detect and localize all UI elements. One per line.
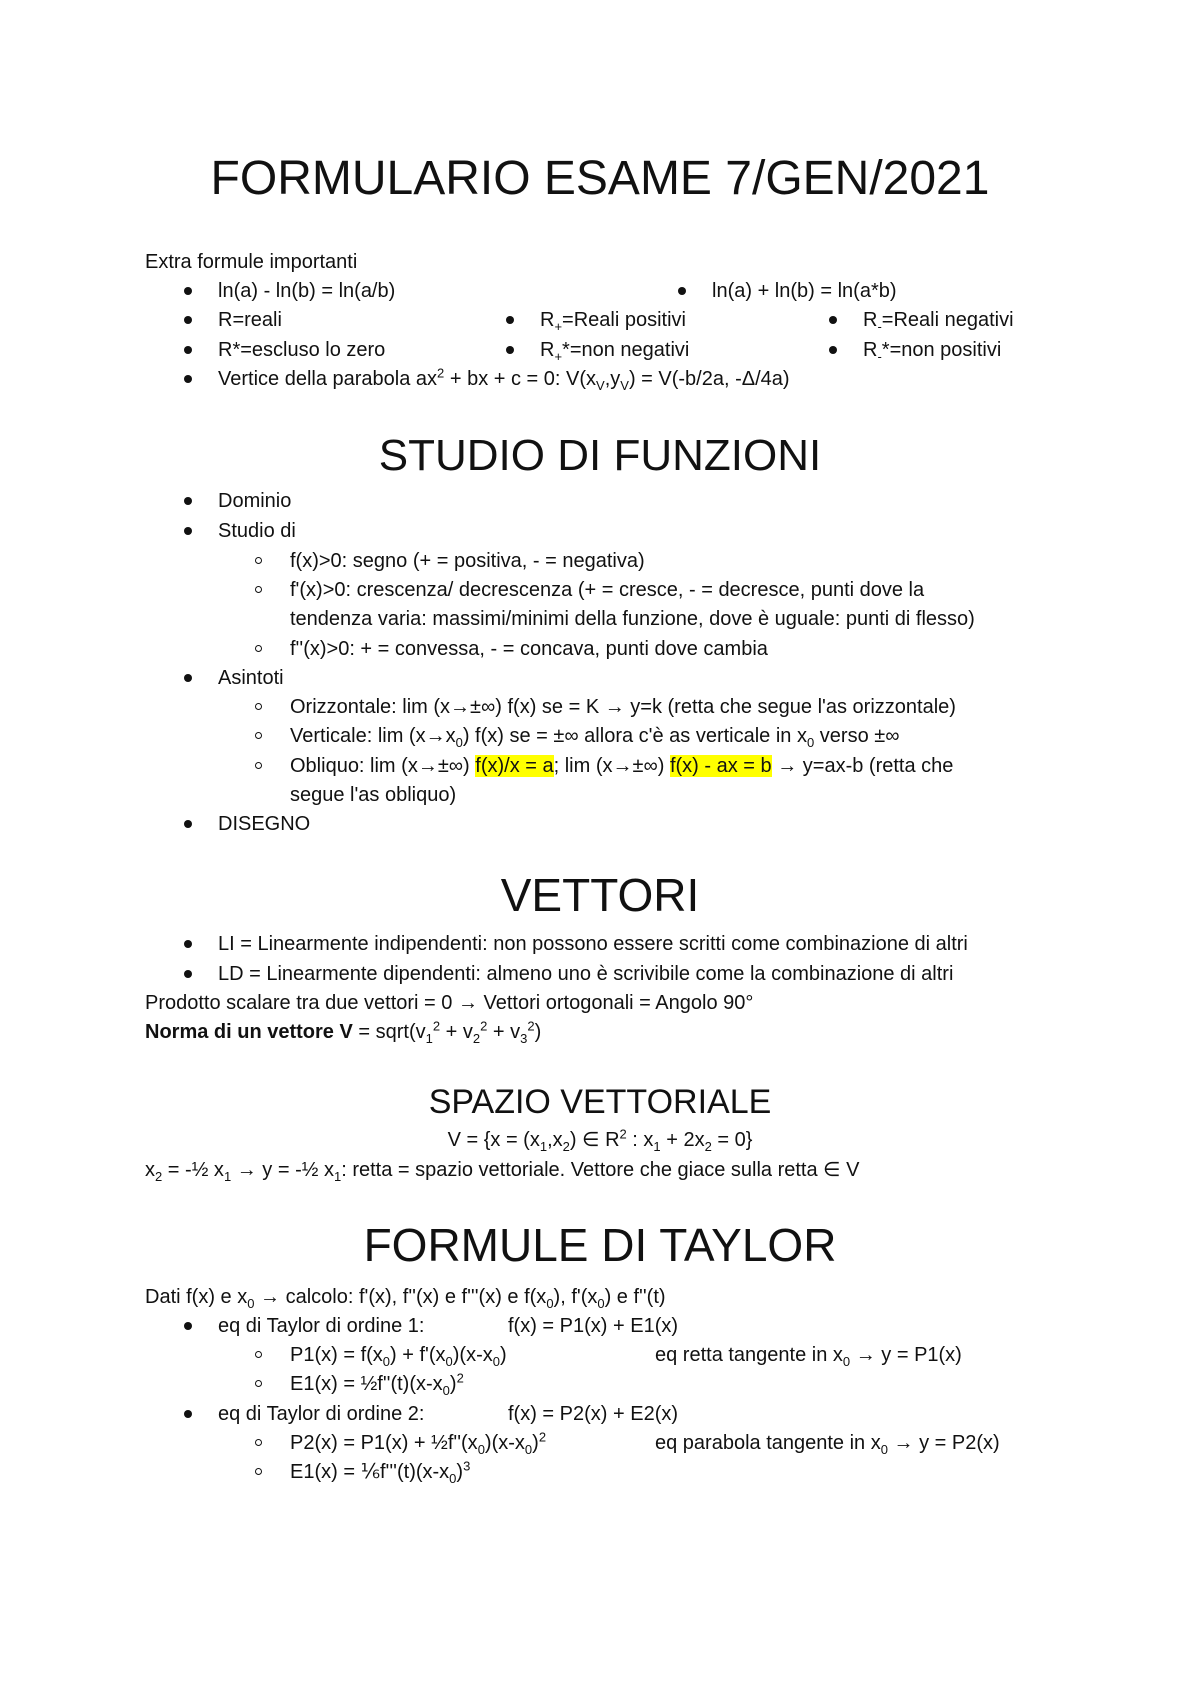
- ln-difference: ln(a) - ln(b) = ln(a/b): [218, 280, 396, 302]
- e2-formula: $E1(x) = \frac{1}{6}f'''(t)(x-x_0)^3$: [290, 1458, 471, 1486]
- p1-formula: $P1(x) = f(x_0) + f'(x_0)(x-x_0)$: [290, 1344, 507, 1369]
- r-star: R*=escluso lo zero: [218, 339, 386, 361]
- p2-formula: $P2(x) = P1(x) + \frac{1}{2}f''(x_0)(x-x_0)^2$: [290, 1429, 547, 1457]
- taylor-heading: FORMULE DI TAYLOR: [363, 1219, 837, 1271]
- r-minus-star: $R_-*=non$ positivi: [863, 339, 1002, 364]
- norma-vettore: Norma di un vettore $V = sqrt(v_1^2 + v_2^2 + v_3^2)$: [145, 1018, 542, 1046]
- r-minus: $R_-=Reali$ negativi: [863, 309, 1014, 334]
- spazio-retta: $x_2$ = -½ $x_1 \to y$ = -½ $x_1$: retta = spazio vettoriale. Vettore che giace sulla retta ∈ V: [145, 1159, 860, 1184]
- r-plus-star: $R_+*=non$ negativi: [540, 339, 690, 364]
- asintoto-verticale: Verticale: $\lim (x\to x_0)$ f(x) se = ±∞ allora c'è as verticale in $x_0$ verso ±∞: [290, 725, 900, 750]
- asintoto-obliquo: Obliquo: lim (x→±∞) f(x)/x = a; lim (x→±∞) f(x) - ax = b → y=ax-b (retta che: [290, 755, 954, 777]
- highlight: f(x)/x = a: [475, 755, 554, 777]
- spazio-definition: $V = \{x = (x_1,x_2)$ ∈ $R^2$ : $x_1 + 2x_2 = 0$}: [447, 1126, 753, 1154]
- sub-bullet-icon: [255, 762, 262, 769]
- r-plus: $R_+=Reali$ positivi: [540, 309, 686, 334]
- bullet-icon: [829, 346, 837, 354]
- sub-bullet-icon: [255, 1468, 262, 1475]
- studio-heading: STUDIO DI FUNZIONI: [378, 431, 822, 480]
- convessa: f''(x)>0: + = convessa, - = concava, punti dove cambia: [290, 638, 768, 660]
- r-reali: R=reali: [218, 309, 282, 331]
- sub-bullet-icon: [255, 703, 262, 710]
- crescenza-line-2: tendenza varia: massimi/minimi della funzione, dove è uguale: punti di flesso): [290, 608, 975, 630]
- bullet-icon: [184, 970, 192, 978]
- ld-definition: LD = Linearmente dipendenti: almeno uno è scrivibile come la combinazione di altri: [218, 963, 954, 985]
- extra-heading: Extra formule importanti: [145, 251, 358, 273]
- sub-bullet-icon: [255, 557, 262, 564]
- prodotto-scalare: Prodotto scalare tra due vettori = 0 → Vettori ortogonali = Angolo 90°: [145, 992, 754, 1014]
- bullet-icon: [506, 346, 514, 354]
- segno: f(x)>0: segno (+ = positiva, - = negativa): [290, 550, 645, 572]
- bullet-icon: [184, 527, 192, 535]
- bullet-icon: [184, 375, 192, 383]
- dominio: Dominio: [218, 490, 292, 512]
- sub-bullet-icon: [255, 1439, 262, 1446]
- studio-di: Studio di: [218, 520, 296, 542]
- ln-sum: ln(a) + ln(b) = ln(a*b): [712, 280, 897, 302]
- bullet-icon: [184, 497, 192, 505]
- taylor-order1-eq: f(x) = P1(x) + E1(x): [508, 1315, 679, 1337]
- asintoto-obliquo-cont: segue l'as obliquo): [290, 784, 457, 806]
- bullet-icon: [678, 287, 686, 295]
- e1-formula: $E1(x) = \frac{1}{2}f''(t)(x-x_0)^2$: [290, 1370, 464, 1398]
- highlight: f(x) - ax = b: [669, 755, 772, 777]
- bullet-icon: [184, 1410, 192, 1418]
- bullet-icon: [184, 940, 192, 948]
- bullet-icon: [506, 316, 514, 324]
- spazio-heading: SPAZIO VETTORIALE: [428, 1083, 772, 1121]
- bullet-icon: [184, 1322, 192, 1330]
- vettori-heading: VETTORI: [500, 869, 700, 921]
- taylor-dati: Dati f(x) e $x_0$ → calcolo: f'(x), f''(x) e f'''(x) e $f(x_0)$, $f'(x_0)$ e f''(t): [145, 1286, 666, 1311]
- taylor-order2-eq: f(x) = P2(x) + E2(x): [508, 1403, 679, 1425]
- sub-bullet-icon: [255, 732, 262, 739]
- disegno: DISEGNO: [218, 813, 311, 835]
- bullet-icon: [184, 346, 192, 354]
- bullet-icon: [184, 674, 192, 682]
- p1-tangent: eq retta tangente in $x_0 \to y = P1(x)$: [655, 1344, 962, 1369]
- bullet-icon: [184, 287, 192, 295]
- sub-bullet-icon: [255, 1351, 262, 1358]
- li-definition: LI = Linearmente indipendenti: non possono essere scritti come combinazione di altri: [218, 933, 968, 955]
- page-title: FORMULARIO ESAME 7/GEN/2021: [210, 152, 990, 205]
- crescenza-line-1: f'(x)>0: crescenza/ decrescenza (+ = cresce, - = decresce, punti dove la: [290, 579, 925, 601]
- taylor-order1-label: eq di Taylor di ordine 1:: [218, 1315, 425, 1337]
- p2-tangent: eq parabola tangente in $x_0 \to y = P2(x)$: [655, 1432, 1000, 1457]
- sub-bullet-icon: [255, 645, 262, 652]
- sub-bullet-icon: [255, 1380, 262, 1387]
- sub-bullet-icon: [255, 586, 262, 593]
- bullet-icon: [184, 316, 192, 324]
- parabola-vertex: Vertice della parabola $ax^2$ + bx + c = 0: $V(x_V,y_V) = V(-b/2a$, -Δ/4a): [218, 365, 790, 393]
- asintoti: Asintoti: [218, 667, 284, 689]
- taylor-order2-label: eq di Taylor di ordine 2:: [218, 1403, 425, 1425]
- bullet-icon: [184, 820, 192, 828]
- bullet-icon: [829, 316, 837, 324]
- asintoto-orizzontale: Orizzontale: lim (x→±∞) f(x) se = K → y=k (retta che segue l'as orizzontale): [290, 696, 956, 718]
